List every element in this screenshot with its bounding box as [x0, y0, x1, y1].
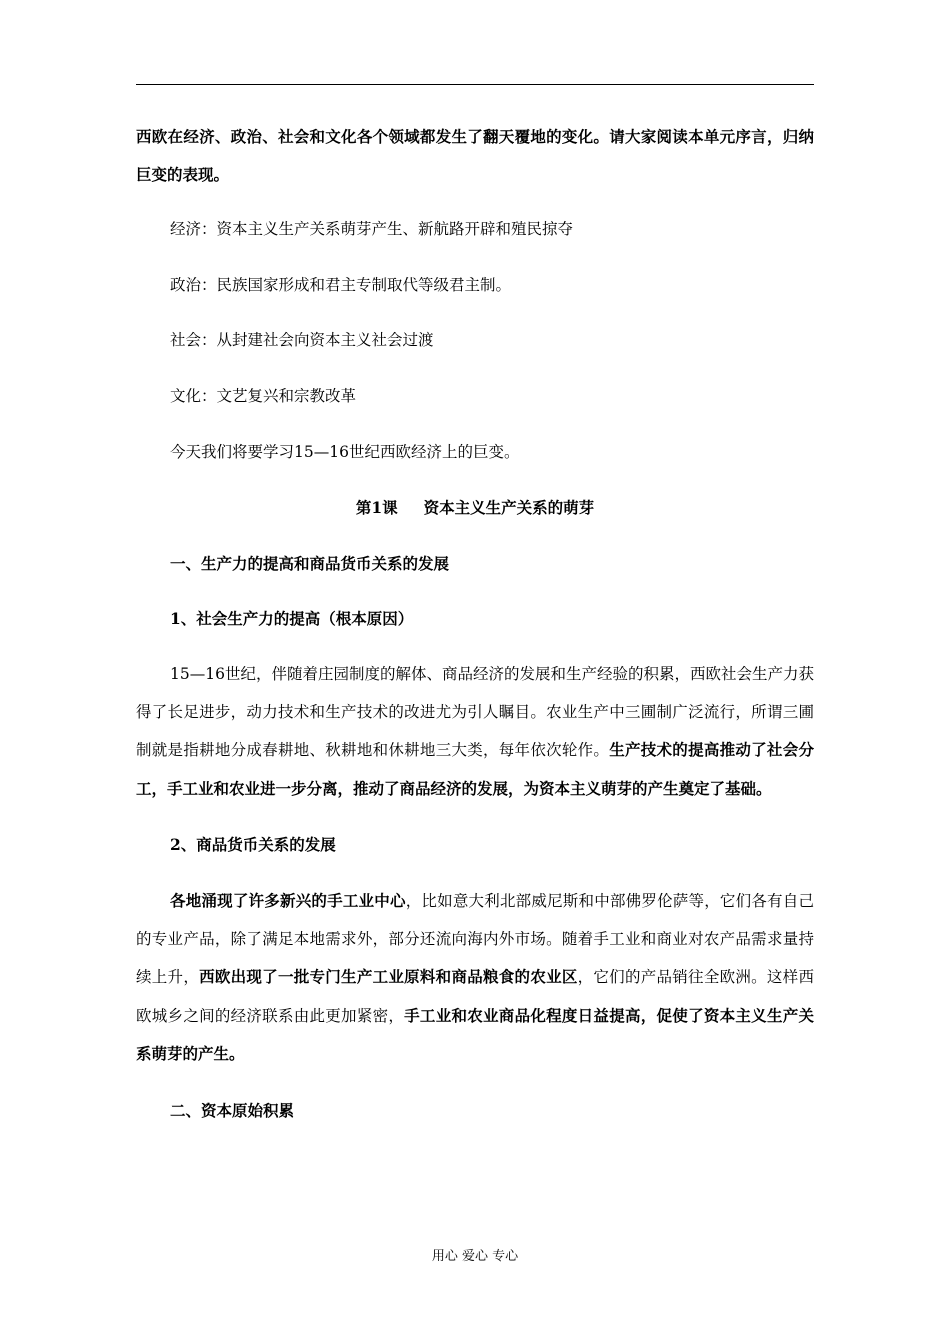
subsection-1-paragraph: [136, 656, 814, 808]
section-1-heading: 一、生产力的提高和商品货币关系的发展: [170, 553, 450, 573]
change-politics: 政治：民族国家形成和君主专制取代等级君主制。: [170, 275, 512, 294]
document-body: [136, 118, 814, 1147]
subsection-2-heading: 2、商品货币关系的发展: [170, 835, 336, 855]
subsection-1-heading: 1、社会生产力的提高（根本原因）: [170, 609, 414, 629]
section-2-heading: 二、资本原始积累: [170, 1100, 295, 1120]
today-topic: 今天我们将要学习15—16世纪西欧经济上的巨变。: [170, 442, 520, 461]
subsection-2-emphasis-1: 各地涌现了许多新兴的手工业中心: [170, 890, 406, 910]
lesson-number: 第1课: [355, 498, 398, 518]
subsection-1-text: 15—16世纪，伴随着庄园制度的解体、商品经济的发展和生产经验的积累，西欧社会生产力获得了长足进步，动力技术和生产技术的改进尤为引人瞩目。农业生产中三圃制广泛流行，所谓三圃制就是指耕地分成春耕地、秋耕地和休耕地三大类，每年依次轮作。: [136, 664, 814, 760]
subsection-1-emphasis: 生产技术的提高推动了社会分工，手工业和农业进一步分离，推动了商品经济的发展，为资本主义萌芽的产生奠定了基础。: [136, 740, 814, 798]
subsection-2-emphasis-3: 手工业和农业商品化程度日益提高，促使了资本主义生产关系萌芽的产生。: [136, 1005, 814, 1064]
subsection-2-emphasis-2: 西欧出现了一批专门生产工业原料和商品粮食的农业区: [199, 967, 578, 987]
lesson-title: [136, 489, 814, 527]
change-economy: 经济：资本主义生产关系萌芽产生、新航路开辟和殖民掠夺: [170, 220, 574, 239]
subsection-2-text-1: ，比如意大利北部威尼斯和中部佛罗伦萨等，它们各有自己的专业产品，除了满足本地需求外，部分还流向海内外市场。随着手工业和商业对农产品需求量持续上升，: [136, 891, 814, 987]
subsection-2-paragraph: [136, 882, 814, 1074]
page-footer: 用心 爱心 专心: [431, 1249, 519, 1264]
change-society: 社会：从封建社会向资本主义社会过渡: [170, 331, 434, 350]
intro-paragraph: 西欧在经济、政治、社会和文化各个领域都发生了翻天覆地的变化。请大家阅读本单元序言，归纳巨变的表现。: [136, 127, 814, 184]
change-culture: 文化：文艺复兴和宗教改革: [170, 386, 357, 405]
lesson-name: 资本主义生产关系的萌芽: [423, 498, 595, 518]
header-rule: [136, 84, 814, 85]
subsection-2-text-2: ，它们的产品销往全欧洲。这样西欧城乡之间的经济联系由此更加紧密，: [136, 968, 814, 1025]
